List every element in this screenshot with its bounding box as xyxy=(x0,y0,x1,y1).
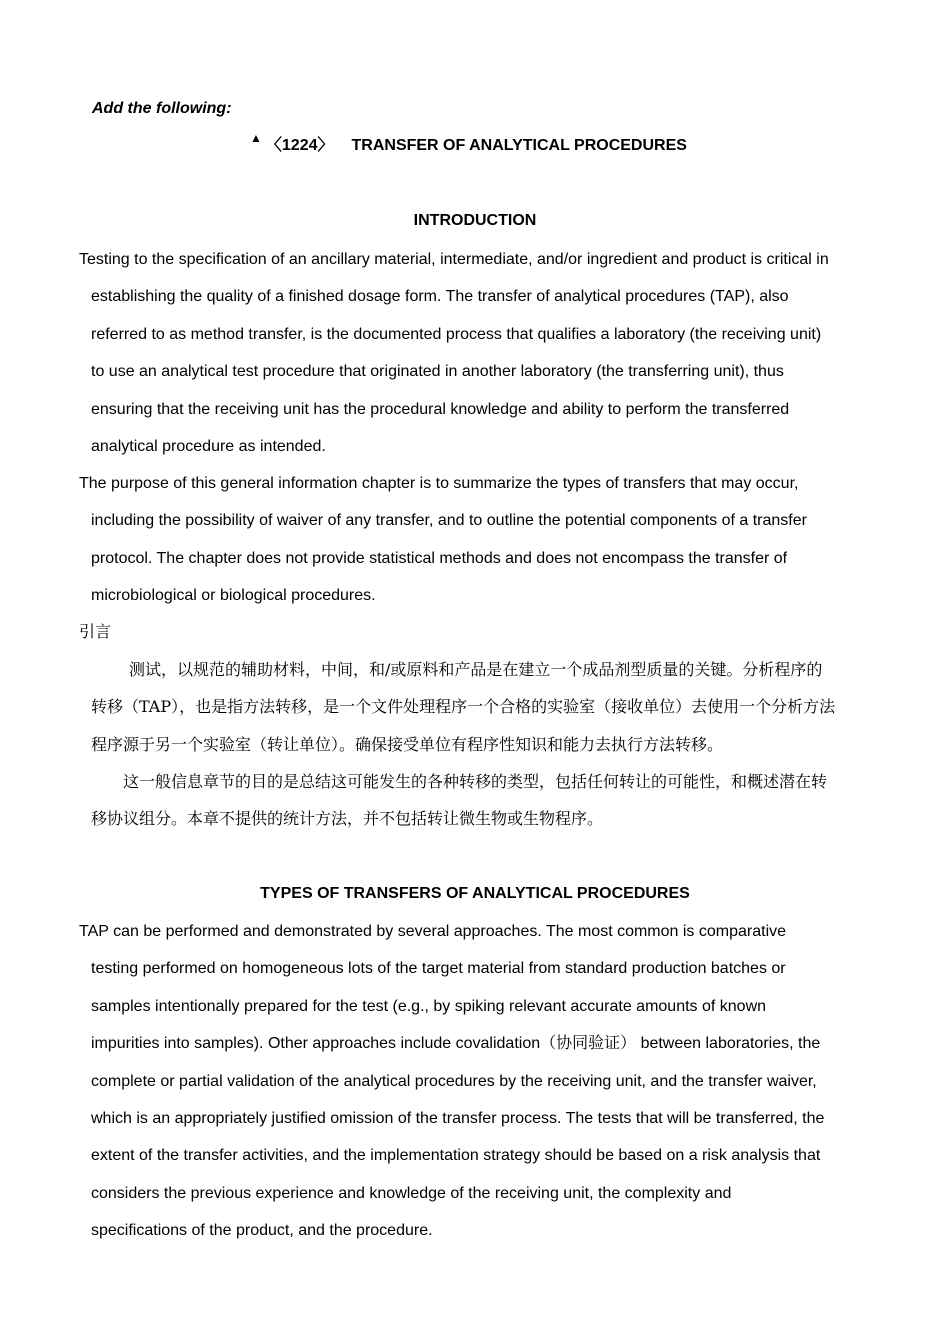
text-line: extent of the transfer activities, and the implementation strategy should be based on a risk analysis that xyxy=(91,1147,821,1165)
types-paragraph-1 xyxy=(79,913,869,1250)
chinese-intro-label: 引言 xyxy=(79,622,112,641)
text-line: TAP can be performed and demonstrated by several approaches. The most common is comparative xyxy=(79,923,787,940)
chinese-paragraph-1 xyxy=(79,651,869,763)
text-line: microbiological or biological procedures. xyxy=(91,587,376,605)
text-line: The purpose of this general information chapter is to summarize the types of transfers that may occur, xyxy=(79,475,799,492)
chapter-title xyxy=(250,132,687,155)
text-line: 移协议组分。本章不提供的统计方法，并不包括转让微生物或生物程序。 xyxy=(91,809,604,829)
intro-paragraph-2 xyxy=(79,465,869,615)
text-line: protocol. The chapter does not provide statistical methods and does not encompass the transfer of xyxy=(91,549,788,567)
chinese-paragraph-2 xyxy=(79,763,869,838)
text-line: 转移（TAP），也是指方法转移，是一个文件处理程序一个合格的实验室（接收单位）去使用一个分析方法 xyxy=(91,697,836,717)
text-line: 这一般信息章节的目的是总结这可能发生的各种转移的类型，包括任何转让的可能性，和概述潜在转 xyxy=(123,772,828,791)
add-following-note: Add the following: xyxy=(92,100,232,117)
text-line: which is an appropriately justified omission of the transfer process. The tests that will be transferred, the xyxy=(91,1110,825,1128)
text-line: impurities into samples). Other approaches include covalidation（协同验证） between laboratories, the xyxy=(91,1035,821,1053)
text-line: specifications of the product, and the procedure. xyxy=(91,1222,433,1240)
text-line: establishing the quality of a finished dosage form. The transfer of analytical procedures (TAP), also xyxy=(91,288,789,306)
triangle-marker-icon: ▲ xyxy=(250,131,262,145)
text-line: considers the previous experience and knowledge of the receiving unit, the complexity and xyxy=(91,1184,732,1202)
text-line: samples intentionally prepared for the test (e.g., by spiking relevant accurate amounts of known xyxy=(91,997,767,1015)
introduction-heading: INTRODUCTION xyxy=(413,212,537,229)
text-line: 程序源于另一个实验室（转让单位）。确保接受单位有程序性知识和能力去执行方法转移。 xyxy=(91,734,724,754)
text-line: referred to as method transfer, is the documented process that qualifies a laboratory (the receiving unit) xyxy=(91,325,822,343)
chapter-title-text: TRANSFER OF ANALYTICAL PROCEDURES xyxy=(351,137,687,154)
text-line: including the possibility of waiver of any transfer, and to outline the potential components of a transfer xyxy=(91,512,807,530)
text-line: ensuring that the receiving unit has the procedural knowledge and ability to perform the transferred xyxy=(91,400,790,418)
text-line: 测试，以规范的辅助材料，中间，和/或原料和产品是在建立一个成品剂型质量的关键。分析程序的 xyxy=(129,660,823,679)
text-line: testing performed on homogeneous lots of the target material from standard production batches or xyxy=(91,960,786,978)
intro-paragraph-1 xyxy=(79,241,869,465)
text-line: Testing to the specification of an ancillary material, intermediate, and/or ingredient and product is critical in xyxy=(79,251,829,268)
chapter-number: 〈1224〉 xyxy=(265,137,334,154)
text-line: complete or partial validation of the analytical procedures by the receiving unit, and the transfer waiver, xyxy=(91,1072,817,1090)
types-heading: TYPES OF TRANSFERS OF ANALYTICAL PROCEDURES xyxy=(260,885,690,902)
text-line: to use an analytical test procedure that originated in another laboratory (the transferring unit), thus xyxy=(91,363,784,381)
text-line: analytical procedure as intended. xyxy=(91,438,326,456)
